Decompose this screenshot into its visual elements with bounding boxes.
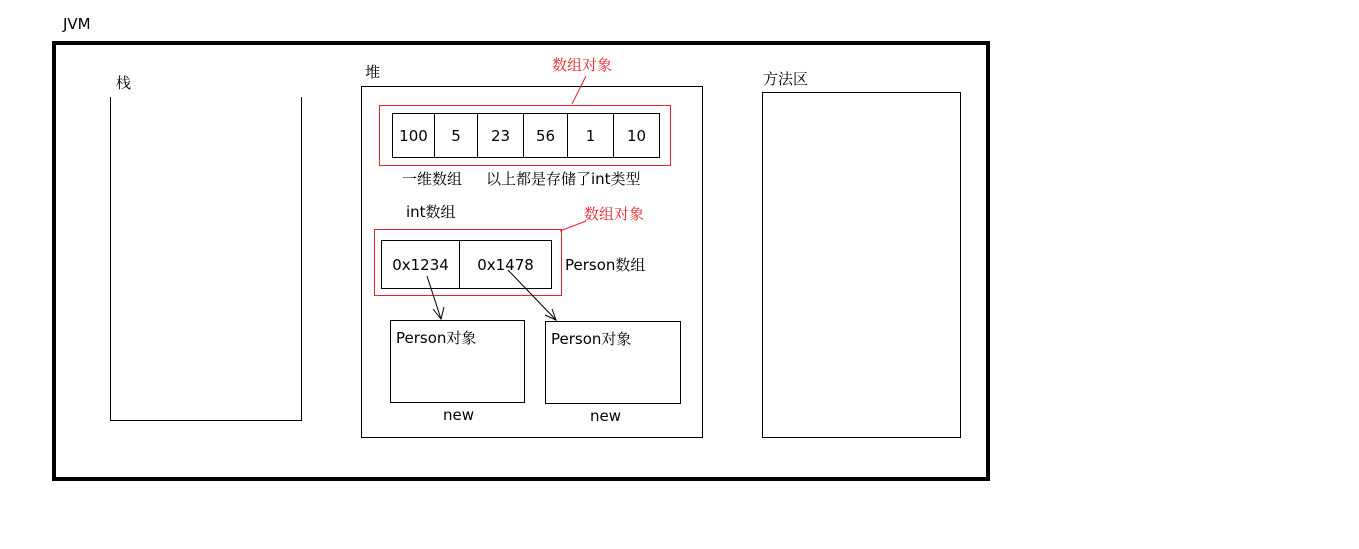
int-array-type-label: int数组 — [406, 203, 456, 221]
int-type-caption: 以上都是存储了int类型 — [486, 170, 641, 188]
one-dim-array-caption: 一维数组 — [402, 170, 463, 188]
int-array-object-tag: 数组对象 — [552, 56, 613, 74]
array-cell: 10 — [626, 126, 647, 145]
reference-arrow-1 — [427, 276, 441, 319]
array-cell: 100 — [393, 114, 435, 157]
int-array-tag-leader — [572, 76, 586, 104]
person-array-tag-leader — [560, 221, 586, 231]
arrowhead-1 — [433, 307, 444, 319]
jvm-title: JVM — [63, 15, 91, 33]
method-area-label: 方法区 — [763, 70, 809, 88]
heap-label: 堆 — [365, 63, 381, 81]
array-cell: 1 — [568, 114, 614, 157]
person-array-object-tag: 数组对象 — [584, 205, 645, 223]
person-array-type-label: Person数组 — [565, 256, 646, 274]
stack-label: 栈 — [116, 74, 132, 92]
array-cell: 56 — [524, 114, 568, 157]
reference-cell: 0x1478 — [477, 255, 534, 274]
new-caption: new — [590, 407, 622, 425]
reference-arrow-2 — [508, 270, 556, 320]
array-cell: 23 — [478, 114, 524, 157]
array-cell: 5 — [435, 114, 478, 157]
person-object-label: Person对象 — [551, 330, 632, 348]
new-caption: new — [443, 406, 475, 424]
person-object-label: Person对象 — [396, 329, 477, 347]
reference-cell: 0x1234 — [382, 241, 460, 288]
